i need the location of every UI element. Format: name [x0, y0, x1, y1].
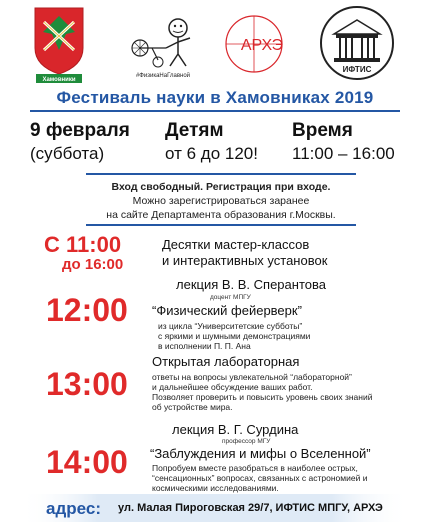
date-heading: 9 февраля	[30, 120, 130, 141]
event-3-desc-line1: ответы на вопросы увлекательной “лабораторной”	[152, 372, 352, 382]
notice-line-website: на сайте Департамента образования г.Москвы.	[106, 209, 336, 221]
event-4-subtitle: “Заблуждения и мифы о Вселенной”	[150, 446, 371, 461]
festival-title: Фестиваль науки в Хамовниках 2019	[56, 88, 374, 107]
event-3-time: 13:00	[46, 366, 128, 402]
event-2-subtitle: “Физический фейерверк”	[152, 303, 302, 318]
event-4-desc-line3: космическими исследованиями.	[152, 483, 279, 493]
event-3-desc-line2: и дальнейшее обсуждение ваших работ.	[152, 382, 313, 392]
iftis-logo-icon	[318, 4, 396, 82]
event-2-desc-line2: с яркими и шумными демонстрациями	[158, 331, 311, 341]
time-range: 11:00 – 16:00	[292, 144, 395, 163]
event-2-time: 12:00	[46, 292, 128, 328]
kids-age-range: от 6 до 120!	[165, 144, 258, 163]
address-label: адрес:	[46, 499, 101, 518]
event-2-desc-line3: в исполнении П. П. Ана	[158, 341, 251, 351]
address-text: ул. Малая Пироговская 29/7, ИФТИС МПГУ, АРХЭ	[118, 502, 383, 514]
time-heading: Время	[292, 120, 353, 141]
kids-heading: Детям	[165, 120, 224, 141]
event-2-speaker-role: доцент МПГУ	[210, 294, 251, 301]
address-bar	[0, 494, 430, 522]
physics-sketch-logo-icon	[118, 8, 208, 80]
notice-divider	[86, 224, 356, 226]
logo-row	[0, 0, 430, 86]
event-1-time-from: С 11:00	[44, 232, 122, 257]
notice-line-register: Можно зарегистрироваться заранее	[132, 195, 310, 207]
coat-of-arms-label: Хамовники	[42, 77, 76, 83]
event-1-title-line2: и интерактивных установок	[162, 253, 328, 268]
sketch-logo-label: #ФизикаНаГлавной	[135, 73, 191, 79]
title-divider	[30, 110, 400, 112]
khamovniki-coat-of-arms-icon	[30, 4, 88, 84]
date-weekday: (суббота)	[30, 144, 105, 163]
event-4-title: лекция В. Г. Сурдина	[172, 422, 299, 437]
event-3-desc-line3: Позволяет проверить и повысить уровень своих знаний	[152, 392, 373, 402]
event-2-title: лекция В. В. Сперантова	[176, 277, 326, 292]
event-4-desc-line2: “сенсационных” вопросах, связанных с астрономией и	[152, 473, 368, 483]
event-1-title-line1: Десятки мастер-классов	[162, 237, 310, 252]
event-1-time-to: до 16:00	[62, 256, 124, 273]
event-3-title: Открытая лабораторная	[152, 354, 300, 369]
event-4-desc-line1: Попробуем вместе разобраться в наиболее острых,	[152, 463, 358, 473]
arche-logo-icon	[222, 12, 298, 76]
event-2-desc-line1: из цикла “Университетские субботы”	[158, 321, 303, 331]
event-3-desc-line4: об устройстве мира.	[152, 402, 233, 412]
iftis-logo-label: ИФТИС	[342, 65, 372, 74]
notice-line-free-entry: Вход свободный. Регистрация при входе.	[111, 181, 331, 193]
event-4-speaker-role: профессор МГУ	[222, 438, 271, 445]
event-4-time: 14:00	[46, 444, 128, 480]
entry-notice	[86, 180, 356, 222]
info-divider	[86, 173, 356, 175]
arche-logo-label: АРХЭ	[240, 37, 284, 54]
